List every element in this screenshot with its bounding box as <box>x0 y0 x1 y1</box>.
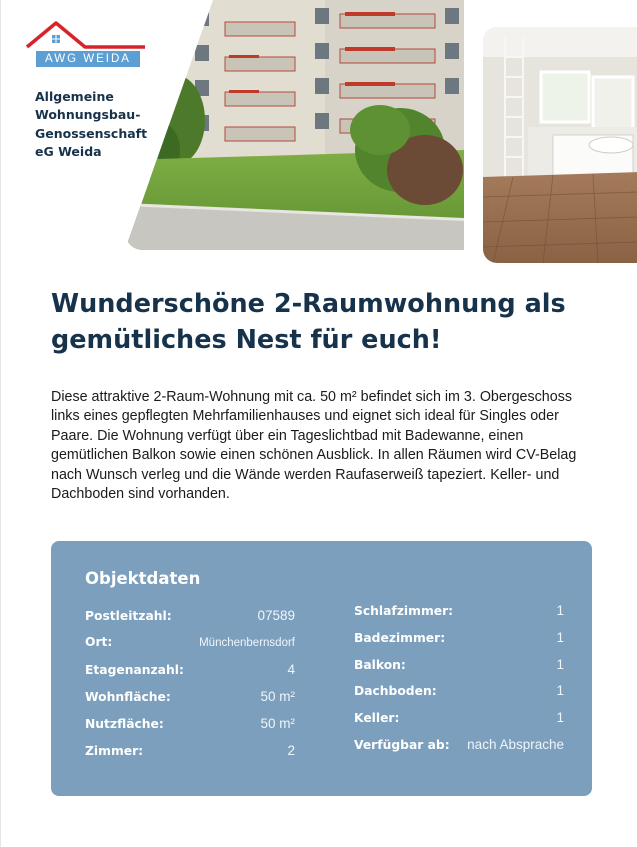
data-label: Postleitzahl: <box>85 609 172 623</box>
data-label: Etagenanzahl: <box>85 663 184 677</box>
data-row-badezimmer <box>354 630 564 657</box>
data-value: 2 <box>287 743 295 758</box>
data-value: 50 m² <box>260 716 295 731</box>
data-row-schlafzimmer <box>354 603 564 630</box>
data-value: 1 <box>556 683 564 699</box>
data-label: Wohnfläche: <box>85 690 171 704</box>
data-row-balkon <box>354 657 564 684</box>
data-row-postleitzahl <box>85 608 295 635</box>
data-row-verfuegbar-ab <box>354 737 564 764</box>
data-label: Badezimmer: <box>354 630 446 645</box>
organization-name: Allgemeine Wohnungsbau-Genossenschaft eG Weida <box>35 89 148 159</box>
data-value: 07589 <box>257 608 295 623</box>
data-value: 1 <box>556 629 564 645</box>
data-value: 50 m² <box>260 689 295 704</box>
data-value: 4 <box>287 662 295 677</box>
data-label: Schlafzimmer: <box>354 604 454 618</box>
data-value: 1 <box>556 710 564 726</box>
photo-apartment-building <box>125 0 464 250</box>
data-label: Zimmer: <box>85 744 144 758</box>
listing-description: Diese attraktive 2-Raum-Wohnung mit ca. 50 m² befindet sich im 3. Obergeschoss links eines gepflegten Mehrfamilienhauses und eignet sich ideal für Singles oder Paare. Die Wohnung verfügt über ein Tageslichtbad mit Badewanne, einen gemütlichen Balkon sowie einen schönen Ausblick. In allen Räumen wird CV-Belag nach Wunsch verleg und die Wände werden Raufaserweiß tapeziert. Keller- und Dachboden sind vorhanden. <box>51 389 577 503</box>
data-value: 1 <box>556 656 564 672</box>
data-row-ort <box>85 635 295 662</box>
data-row-zimmer <box>85 743 295 770</box>
data-label: Verfügbar ab: <box>354 737 450 752</box>
photo-bathroom <box>483 27 637 263</box>
awg-weida-logo <box>25 20 149 70</box>
data-value: nach Absprache <box>467 736 564 752</box>
data-label: Ort: <box>85 635 113 649</box>
data-row-keller <box>354 710 564 737</box>
objektdaten-card <box>51 541 592 796</box>
data-value: 1 <box>556 603 564 618</box>
data-row-etagenanzahl <box>85 662 295 689</box>
data-label: Dachboden: <box>354 684 437 699</box>
data-row-wohnflaeche <box>85 689 295 716</box>
listing-headline: Wunderschöne 2-Raumwohnung als gemütliches Nest für euch! <box>51 289 566 355</box>
objektdaten-title: Objektdaten <box>85 569 201 588</box>
data-row-nutzflaeche <box>85 716 295 743</box>
data-label: Balkon: <box>354 657 406 672</box>
data-value: Münchenbernsdorf <box>199 637 295 649</box>
logo-wordmark: AWG WEIDA <box>36 51 140 67</box>
data-label: Keller: <box>354 711 400 726</box>
objektdaten-right-column <box>354 603 564 764</box>
data-label: Nutzfläche: <box>85 717 164 731</box>
data-row-dachboden <box>354 683 564 710</box>
objektdaten-left-column <box>85 608 295 770</box>
